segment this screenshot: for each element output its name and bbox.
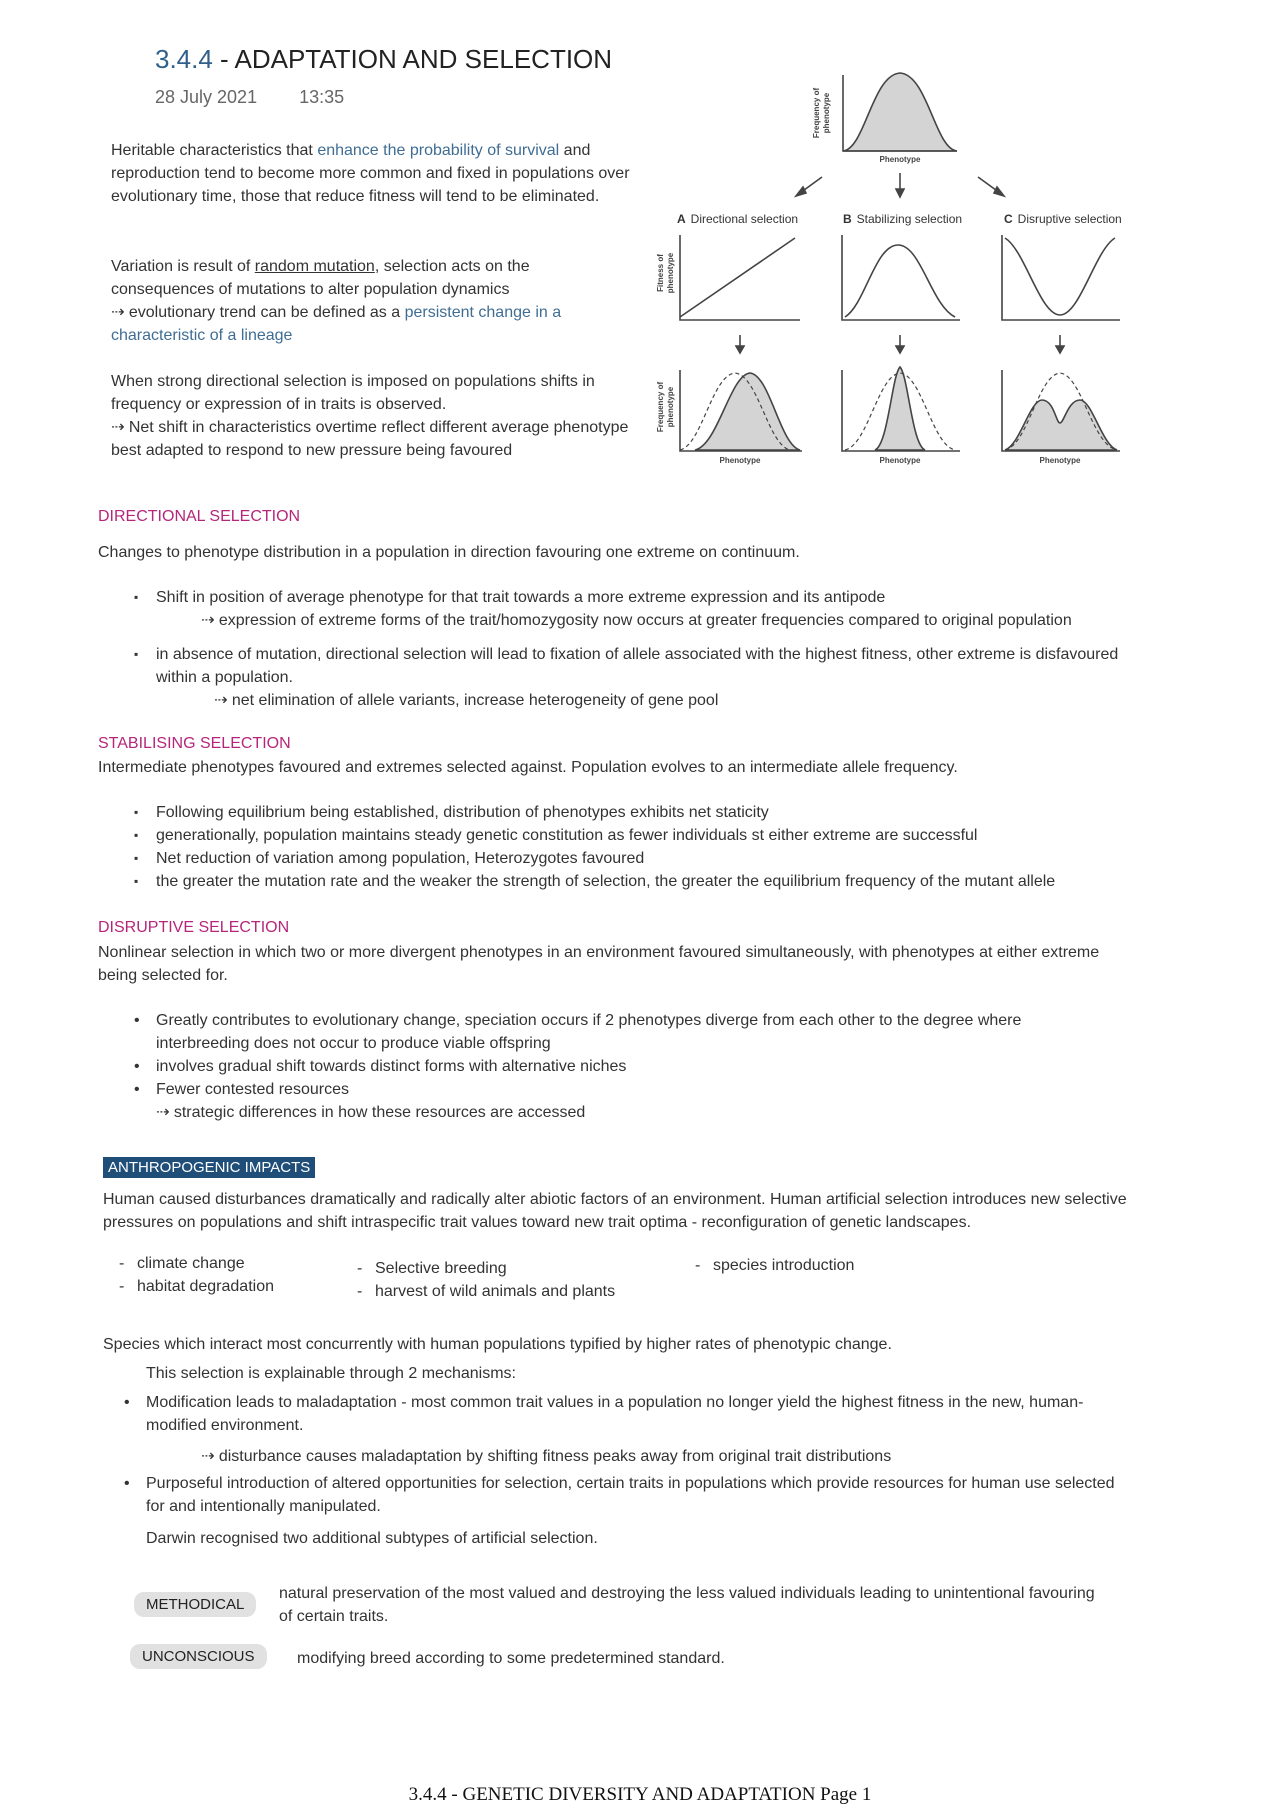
panel-c-label: C Disruptive selection xyxy=(1004,212,1122,226)
page-title: 3.4.4 - ADAPTATION AND SELECTION xyxy=(155,44,613,74)
disruptive-heading: DISRUPTIVE SELECTION xyxy=(98,919,290,936)
down-arrows xyxy=(736,335,1064,353)
top-xlabel: Phenotype xyxy=(879,155,921,164)
anthro-heading: ANTHROPOGENIC IMPACTS xyxy=(103,1157,315,1178)
panel-a-label: A Directional selection xyxy=(677,212,799,226)
list-item: ▪ the greater the mutation rate and the weaker the strength of selection, the greater the equilibrium frequency of the mutant allele xyxy=(156,870,1156,893)
top-ylabel-1: Frequency of xyxy=(812,87,821,139)
intro-paragraph-2: Variation is result of random mutation, selection acts on the consequences of mutations to alter population dynamics ⇢ evolutionary trend can be defined as a persistent change in a characteristic of a lineage xyxy=(111,258,562,344)
list-item: ▪ Following equilibrium being established, distribution of phenotypes exhibits net staticity xyxy=(156,801,1156,824)
list-item: ▪ Net reduction of variation among population, Heterozygotes favoured xyxy=(156,847,1156,870)
page-date: 28 July 2021 13:35 xyxy=(155,87,345,107)
selection-diagram xyxy=(640,55,1140,475)
unconscious-text: modifying breed according to some predetermined standard. xyxy=(297,1650,725,1667)
stabilising-bullets xyxy=(156,801,1156,893)
methodical-label: METHODICAL xyxy=(134,1592,256,1617)
bottom-ylabel-1: Frequency of xyxy=(656,381,665,433)
title-text: ADAPTATION AND SELECTION xyxy=(234,44,613,74)
frequency-plot-disruptive xyxy=(1002,370,1120,465)
top-ylabel-2: phenotype xyxy=(822,92,831,134)
section-number: 3.4.4 xyxy=(155,44,213,74)
fitness-plot-directional xyxy=(680,235,800,320)
list-item: - Selective breeding xyxy=(375,1257,615,1280)
top-frequency-plot xyxy=(812,73,957,164)
split-arrows xyxy=(796,173,1004,197)
fitness-ylabel-1: Fitness of xyxy=(656,254,665,292)
fitness-plot-disruptive xyxy=(1002,235,1120,320)
disruptive-sub-point: ⇢ strategic differences in how these resources are accessed xyxy=(156,1104,586,1121)
list-item: - climate change xyxy=(137,1252,274,1275)
directional-heading: DIRECTIONAL SELECTION xyxy=(98,508,301,525)
list-item: - harvest of wild animals and plants xyxy=(375,1280,615,1303)
impacts-column-3 xyxy=(713,1254,854,1277)
list-item: • involves gradual shift towards distinct forms with alternative niches xyxy=(156,1055,1106,1078)
bottom-xlabel-b: Phenotype xyxy=(879,456,921,465)
stabilising-heading: STABILISING SELECTION xyxy=(98,735,291,752)
list-item: - habitat degradation xyxy=(137,1275,274,1298)
mechanisms-bullets xyxy=(146,1391,1116,1518)
anthro-description: Human caused disturbances dramatically and radically alter abiotic factors of an environment. Human artificial selection introduces new selective pressures on populations and shift intraspecific trait values toward new trait optima - reconfiguration of genetic landscapes. xyxy=(103,1191,1127,1231)
mechanisms-intro: This selection is explainable through 2 mechanisms: xyxy=(146,1365,516,1382)
panel-b-label: B Stabilizing selection xyxy=(843,212,963,226)
list-item: ▪ Shift in position of average phenotype for that trait towards a more extreme expression and its antipode ⇢ expression of extreme forms of the trait/homozygosity now occurs at greater frequencies compared to original population xyxy=(156,586,1146,632)
disruptive-bullets xyxy=(156,1009,1106,1101)
species-paragraph: Species which interact most concurrently with human populations typified by higher rates of phenotypic change. xyxy=(103,1336,892,1353)
list-item: • Modification leads to maladaptation - most common trait values in a population no longer yield the highest fitness in the new, human-modified environment. ⇢ disturbance causes maladaptation by shifting fitness peaks away from original trait distributions xyxy=(146,1391,1116,1468)
stabilising-description: Intermediate phenotypes favoured and extremes selected against. Population evolves to an intermediate allele frequency. xyxy=(98,759,958,776)
disruptive-description: Nonlinear selection in which two or more divergent phenotypes in an environment favoured simultaneously, with phenotypes at either extreme being selected for. xyxy=(98,944,1100,984)
list-item: • Purposeful introduction of altered opportunities for selection, certain traits in populations which provide resources for human use selected for and intentionally manipulated. xyxy=(146,1472,1116,1518)
page-time: 13:35 xyxy=(299,87,345,107)
directional-bullets xyxy=(156,586,1146,712)
bottom-xlabel-a: Phenotype xyxy=(719,456,761,465)
impacts-column-2 xyxy=(375,1257,615,1303)
frequency-plot-stabilizing xyxy=(842,367,960,465)
intro-paragraph-3: When strong directional selection is imposed on populations shifts in frequency or expression of in traits is observed. ⇢ Net shift in characteristics overtime reflect different average phenotype best adapted to respond to new pressure being favoured xyxy=(111,373,629,459)
bottom-ylabel-2: phenotype xyxy=(666,386,675,428)
darwin-paragraph: Darwin recognised two additional subtypes of artificial selection. xyxy=(146,1530,598,1547)
fitness-plot-stabilizing xyxy=(842,235,960,320)
unconscious-label: UNCONSCIOUS xyxy=(130,1644,267,1669)
fitness-ylabel-2: phenotype xyxy=(666,252,675,294)
methodical-text: natural preservation of the most valued and destroying the less valued individuals leading to unintentional favouring of certain traits. xyxy=(279,1585,1095,1625)
list-item: • Greatly contributes to evolutionary change, speciation occurs if 2 phenotypes diverge from each other to the degree where interbreeding does not occur to produce viable offspring xyxy=(156,1009,1106,1055)
intro-paragraph-1: Heritable characteristics that enhance the probability of survival and reproduction tend to become more common and fixed in populations over evolutionary time, those that reduce fitness will tend to be eliminated. xyxy=(111,142,630,205)
list-item: ▪ in absence of mutation, directional selection will lead to fixation of allele associated with the highest fitness, other extreme is disfavoured within a population. ⇢ net elimination of allele variants, increase heterogeneity of gene pool xyxy=(156,643,1146,712)
list-item: - species introduction xyxy=(713,1254,854,1277)
page-footer: 3.4.4 - GENETIC DIVERSITY AND ADAPTATION Page 1 xyxy=(408,1784,872,1805)
bottom-xlabel-c: Phenotype xyxy=(1039,456,1081,465)
frequency-plot-directional xyxy=(680,370,802,465)
impacts-column-1 xyxy=(137,1252,274,1298)
list-item: • Fewer contested resources xyxy=(156,1078,1106,1101)
directional-description: Changes to phenotype distribution in a population in direction favouring one extreme on continuum. xyxy=(98,544,800,561)
list-item: ▪ generationally, population maintains steady genetic constitution as fewer individuals st either extreme are successful xyxy=(156,824,1156,847)
